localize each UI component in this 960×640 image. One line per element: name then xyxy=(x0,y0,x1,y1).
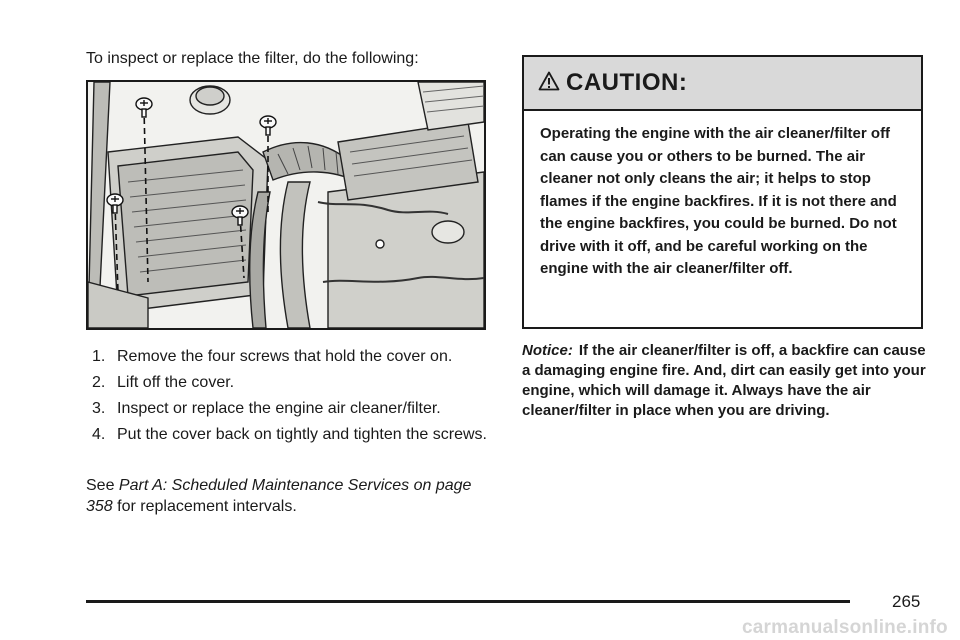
caution-text: Operating the engine with the air cleaner/filter off can cause you or others to be burned. The air cleaner not only cleans the air; it helps to stop flames if the engine backfires. If it is not there and the engine backfires, you could be burned. Do not drive with it off, and be careful working on the engine with the air cleaner/filter off. xyxy=(540,125,897,277)
see-reference xyxy=(86,475,491,517)
notice-label: Notice: xyxy=(522,342,573,359)
step-item: 1. Remove the four screws that hold the cover on. xyxy=(92,348,453,365)
intro-text: To inspect or replace the filter, do the following: xyxy=(86,50,419,67)
page-number: 265 xyxy=(892,592,921,611)
footer-rule xyxy=(86,600,850,603)
see-suffix: for replacement intervals. xyxy=(117,498,297,515)
engine-air-cleaner-illustration xyxy=(86,80,486,330)
step-item: 3. Inspect or replace the engine air cleaner/filter. xyxy=(92,400,441,417)
caution-header xyxy=(524,57,921,111)
step-item: 4. Put the cover back on tightly and tighten the screws. xyxy=(92,426,487,443)
notice-paragraph xyxy=(522,341,927,421)
step-item: 2. Lift off the cover. xyxy=(92,374,235,391)
notice-text: If the air cleaner/filter is off, a backfire can cause a damaging engine fire. And, dirt can easily get into your engine, which will damage it. Always have the air cleaner/filter in place when you are driving. xyxy=(522,342,926,419)
caution-box xyxy=(522,55,923,329)
instruction-steps xyxy=(92,347,496,451)
see-prefix: See xyxy=(86,477,115,494)
engine-drawing xyxy=(88,82,484,328)
caution-title: CAUTION: xyxy=(566,69,688,96)
maintenance-link[interactable]: Part A: Scheduled Maintenance Services on page 358 xyxy=(86,477,472,515)
watermark: carmanualsonline.info xyxy=(742,617,948,638)
warning-triangle-icon xyxy=(538,71,560,96)
